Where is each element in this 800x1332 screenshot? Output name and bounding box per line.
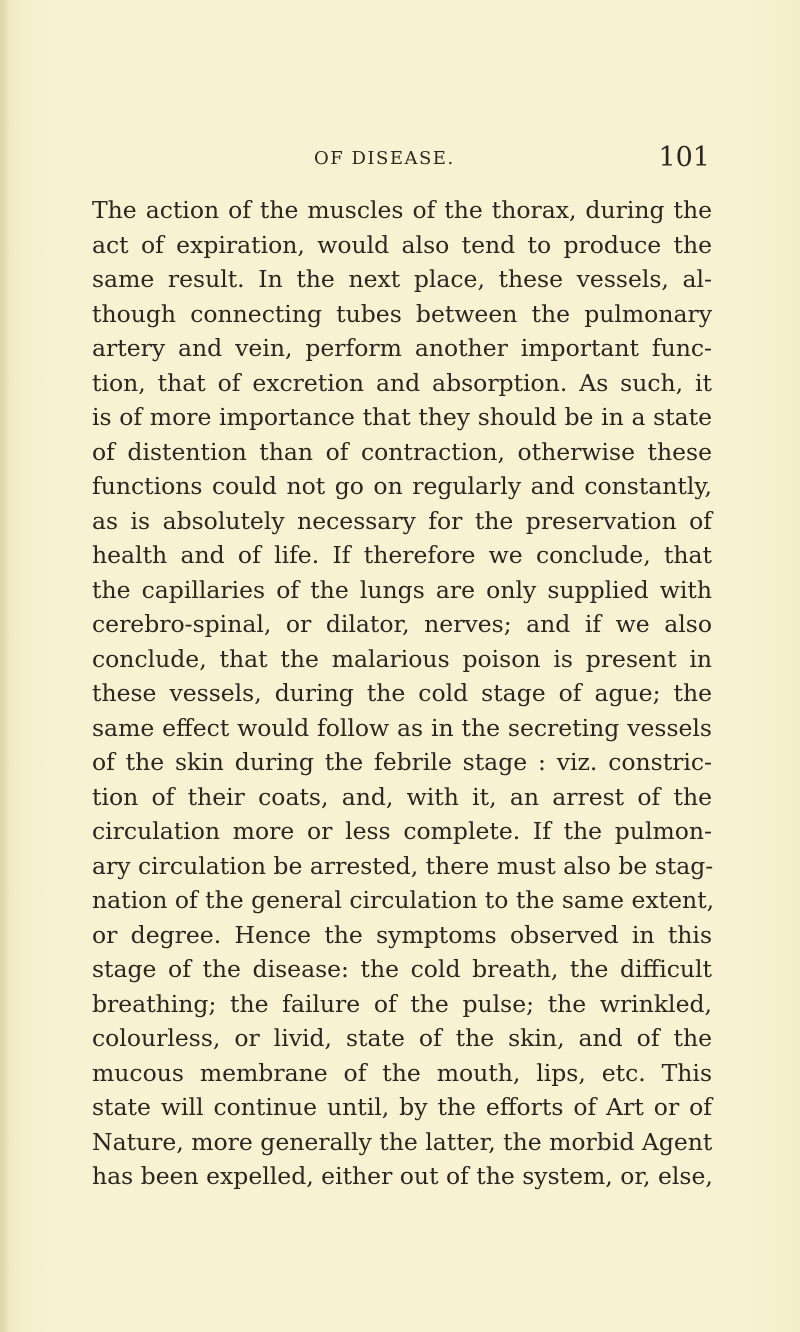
text-line: ary circulation be arrested, there must also be stag- <box>92 851 714 880</box>
text-line: state will continue until, by the efforts of Art or of <box>92 1093 712 1121</box>
page-gutter-shadow <box>0 0 10 1332</box>
text-line: conclude, that the malarious poison is present in <box>92 644 712 673</box>
text-line: health and of life. If therefore we conclude, that <box>92 541 712 569</box>
text-line: the capillaries of the lungs are only supplied with <box>92 575 712 604</box>
text-line: though connecting tubes between the pulmonary <box>92 299 712 328</box>
text-line: cerebro-spinal, or dilator, nerves; and if we also <box>92 610 712 638</box>
text-line: act of expiration, would also tend to produce the <box>92 230 712 259</box>
text-line: tion of their coats, and, with it, an arrest of the <box>92 782 712 811</box>
text-line: same result. In the next place, these vessels, al- <box>92 265 712 293</box>
page-number: 101 <box>658 142 710 173</box>
text-line: mucous membrane of the mouth, lips, etc. This <box>92 1058 712 1087</box>
text-line: The action of the muscles of the thorax, during the <box>92 196 712 224</box>
text-line: of the skin during the febrile stage : viz. constric- <box>92 748 712 776</box>
text-line: as is absolutely necessary for the preservation of <box>92 506 712 535</box>
text-line: has been expelled, either out of the system, or, else, <box>92 1162 713 1190</box>
text-line: tion, that of excretion and absorption. As such, it <box>92 368 712 397</box>
text-line: colourless, or livid, state of the skin, and of the <box>92 1024 712 1052</box>
text-line: stage of the disease: the cold breath, the difficult <box>92 955 712 983</box>
running-head: OF DISEASE. <box>314 148 455 169</box>
text-line: is of more importance that they should be in a state <box>92 403 712 431</box>
text-line: artery and vein, perform another important func- <box>92 334 712 362</box>
text-line: nation of the general circulation to the same extent, <box>92 886 715 914</box>
text-line: of distention than of contraction, otherwise these <box>92 437 712 466</box>
text-line: or degree. Hence the symptoms observed in this <box>92 920 712 949</box>
page-header <box>92 142 712 182</box>
text-line: these vessels, during the cold stage of ague; the <box>92 679 712 707</box>
body-text <box>92 193 715 1194</box>
text-line: Nature, more generally the latter, the morbid Agent <box>92 1127 713 1156</box>
text-line: same effect would follow as in the secreting vessels <box>92 713 712 742</box>
text-line: functions could not go on regularly and constantly, <box>92 472 712 500</box>
text-line: breathing; the failure of the pulse; the wrinkled, <box>92 989 712 1018</box>
text-line: circulation more or less complete. If the pulmon- <box>92 817 712 845</box>
